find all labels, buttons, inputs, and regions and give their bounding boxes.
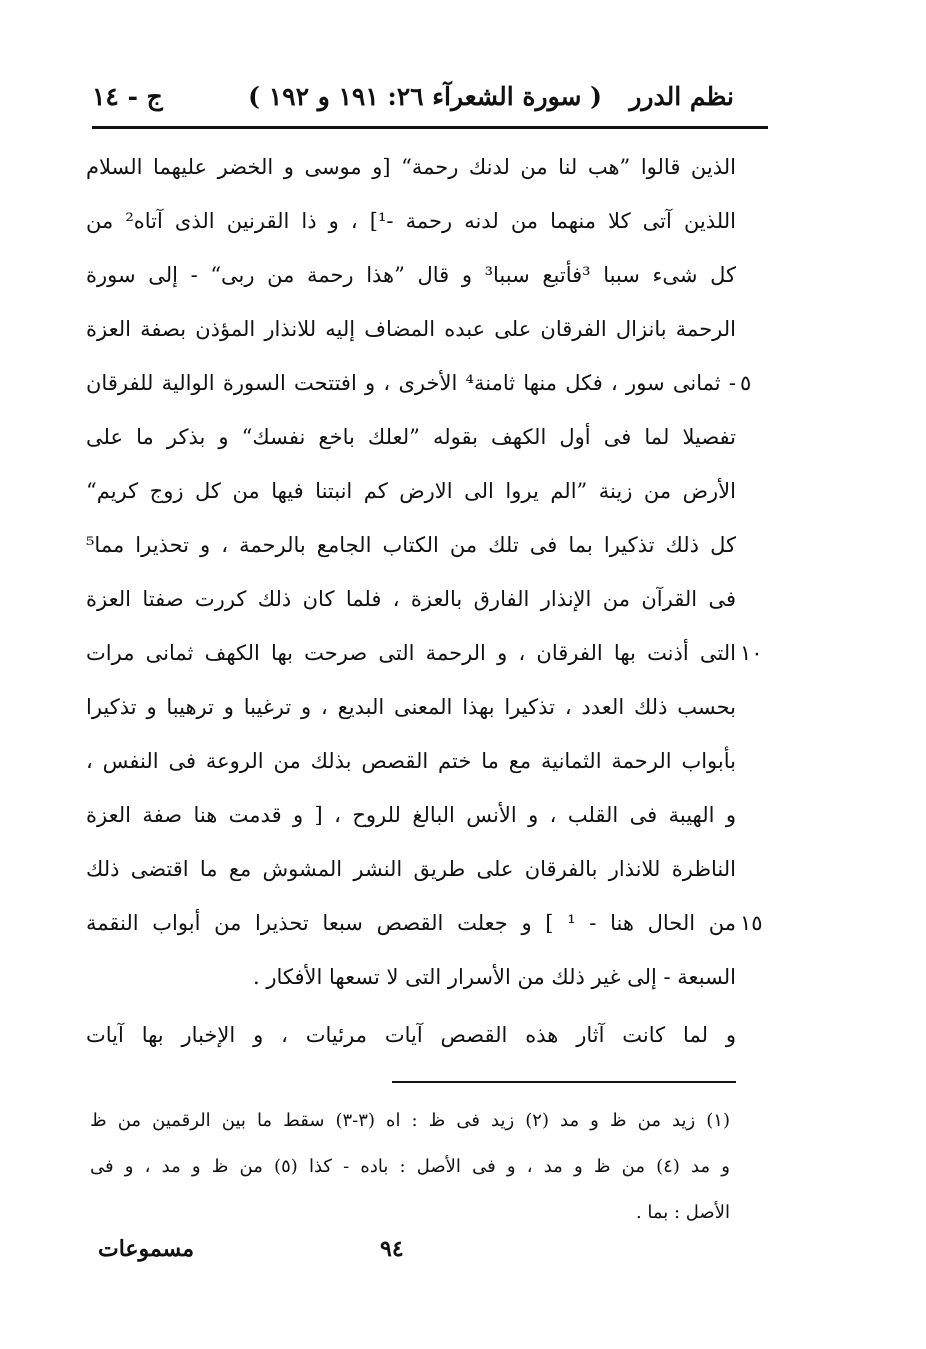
footer-stamp: مسموعات — [98, 1236, 195, 1262]
footnote-line: الأصل : بما . — [635, 1202, 730, 1223]
text-line: الرحمة بانزال الفرقان على عبده المضاف إليه للانذار المؤذن بصفة العزة — [86, 317, 736, 341]
text-line: كل ذلك تذكيرا بما فى تلك من الكتاب الجامع بالرحمة ، و تحذيرا مما⁵ — [86, 533, 736, 557]
surah-reference: ( سورة الشعرآء ٢٦: ١٩١ و ١٩٢ ) — [248, 82, 602, 111]
text-line: - ثمانى سور ، فكل منها ثامنة⁴ الأخرى ، و افتتحت السورة الوالية للفرقان — [86, 371, 736, 395]
header-rule — [92, 126, 768, 129]
page-number: ٩٤ — [380, 1236, 404, 1262]
line-number: ١٠ — [740, 641, 763, 665]
footnote-rule — [392, 1081, 736, 1083]
footnote-line: (١) زيد من ظ و مد (٢) زيد فى ظ : اه (٣-٣) سقط ما بين الرقمين من ظ — [90, 1110, 730, 1131]
text-line: الأرض من زينة ”الم يروا الى الارض كم انبتنا فيها من كل زوج كريم“ — [86, 479, 736, 503]
line-number: ١٥ — [740, 911, 763, 935]
text-line: تفصيلا لما فى أول الكهف بقوله ”لعلك باخع نفسك“ و بذكر ما على — [86, 425, 736, 449]
text-line: و لما كانت آثار هذه القصص آيات مرئيات ، و الإخبار بها آيات — [86, 1023, 736, 1047]
text-line: السبعة - إلى غير ذلك من الأسرار التى لا تسعها الأفكار . — [252, 965, 736, 989]
text-line: بحسب ذلك العدد ، تذكيرا بهذا المعنى البديع ، و ترغيبا و ترهيبا و تذكيرا — [86, 695, 736, 719]
line-number: ٥ — [740, 371, 752, 395]
text-line: من الحال هنا - ¹ ] و جعلت القصص سبعا تحذيرا من أبواب النقمة — [86, 911, 736, 935]
volume-label: ج - ١٤ — [92, 82, 163, 111]
text-line: اللذين آتى كلا منهما من لدنه رحمة -¹] ، و ذا القرنين الذى آتاه² من — [86, 209, 736, 233]
text-line: فى القرآن من الإنذار الفارق بالعزة ، فلما كان ذلك كررت صفتا العزة — [86, 587, 736, 611]
text-line: بأبواب الرحمة الثمانية مع ما ختم القصص بذلك من الروعة فى النفس ، — [86, 749, 736, 773]
text-line: الناظرة للانذار بالفرقان على طريق النشر المشوش مع ما اقتضى ذلك — [86, 857, 736, 881]
footnote-line: و مد (٤) من ظ و مد ، و فى الأصل : باده - كذا (٥) من ظ و مد ، و فى — [90, 1156, 730, 1177]
text-line: التى أذنت بها الفرقان ، و الرحمة التى صرحت بها الكهف ثمانى مرات — [86, 641, 736, 665]
text-line: كل شىء سببا ³فأتبع سببا³ و قال ”هذا رحمة من ربى“ - إلى سورة — [86, 263, 737, 287]
text-line: الذين قالوا ”هب لنا من لدنك رحمة“ [و موسى و الخضر عليهما السلام — [86, 155, 736, 179]
book-title: نظم الدرر — [629, 82, 734, 111]
text-line: و الهيبة فى القلب ، و الأنس البالغ للروح ، [ و قدمت هنا صفة العزة — [86, 803, 736, 827]
